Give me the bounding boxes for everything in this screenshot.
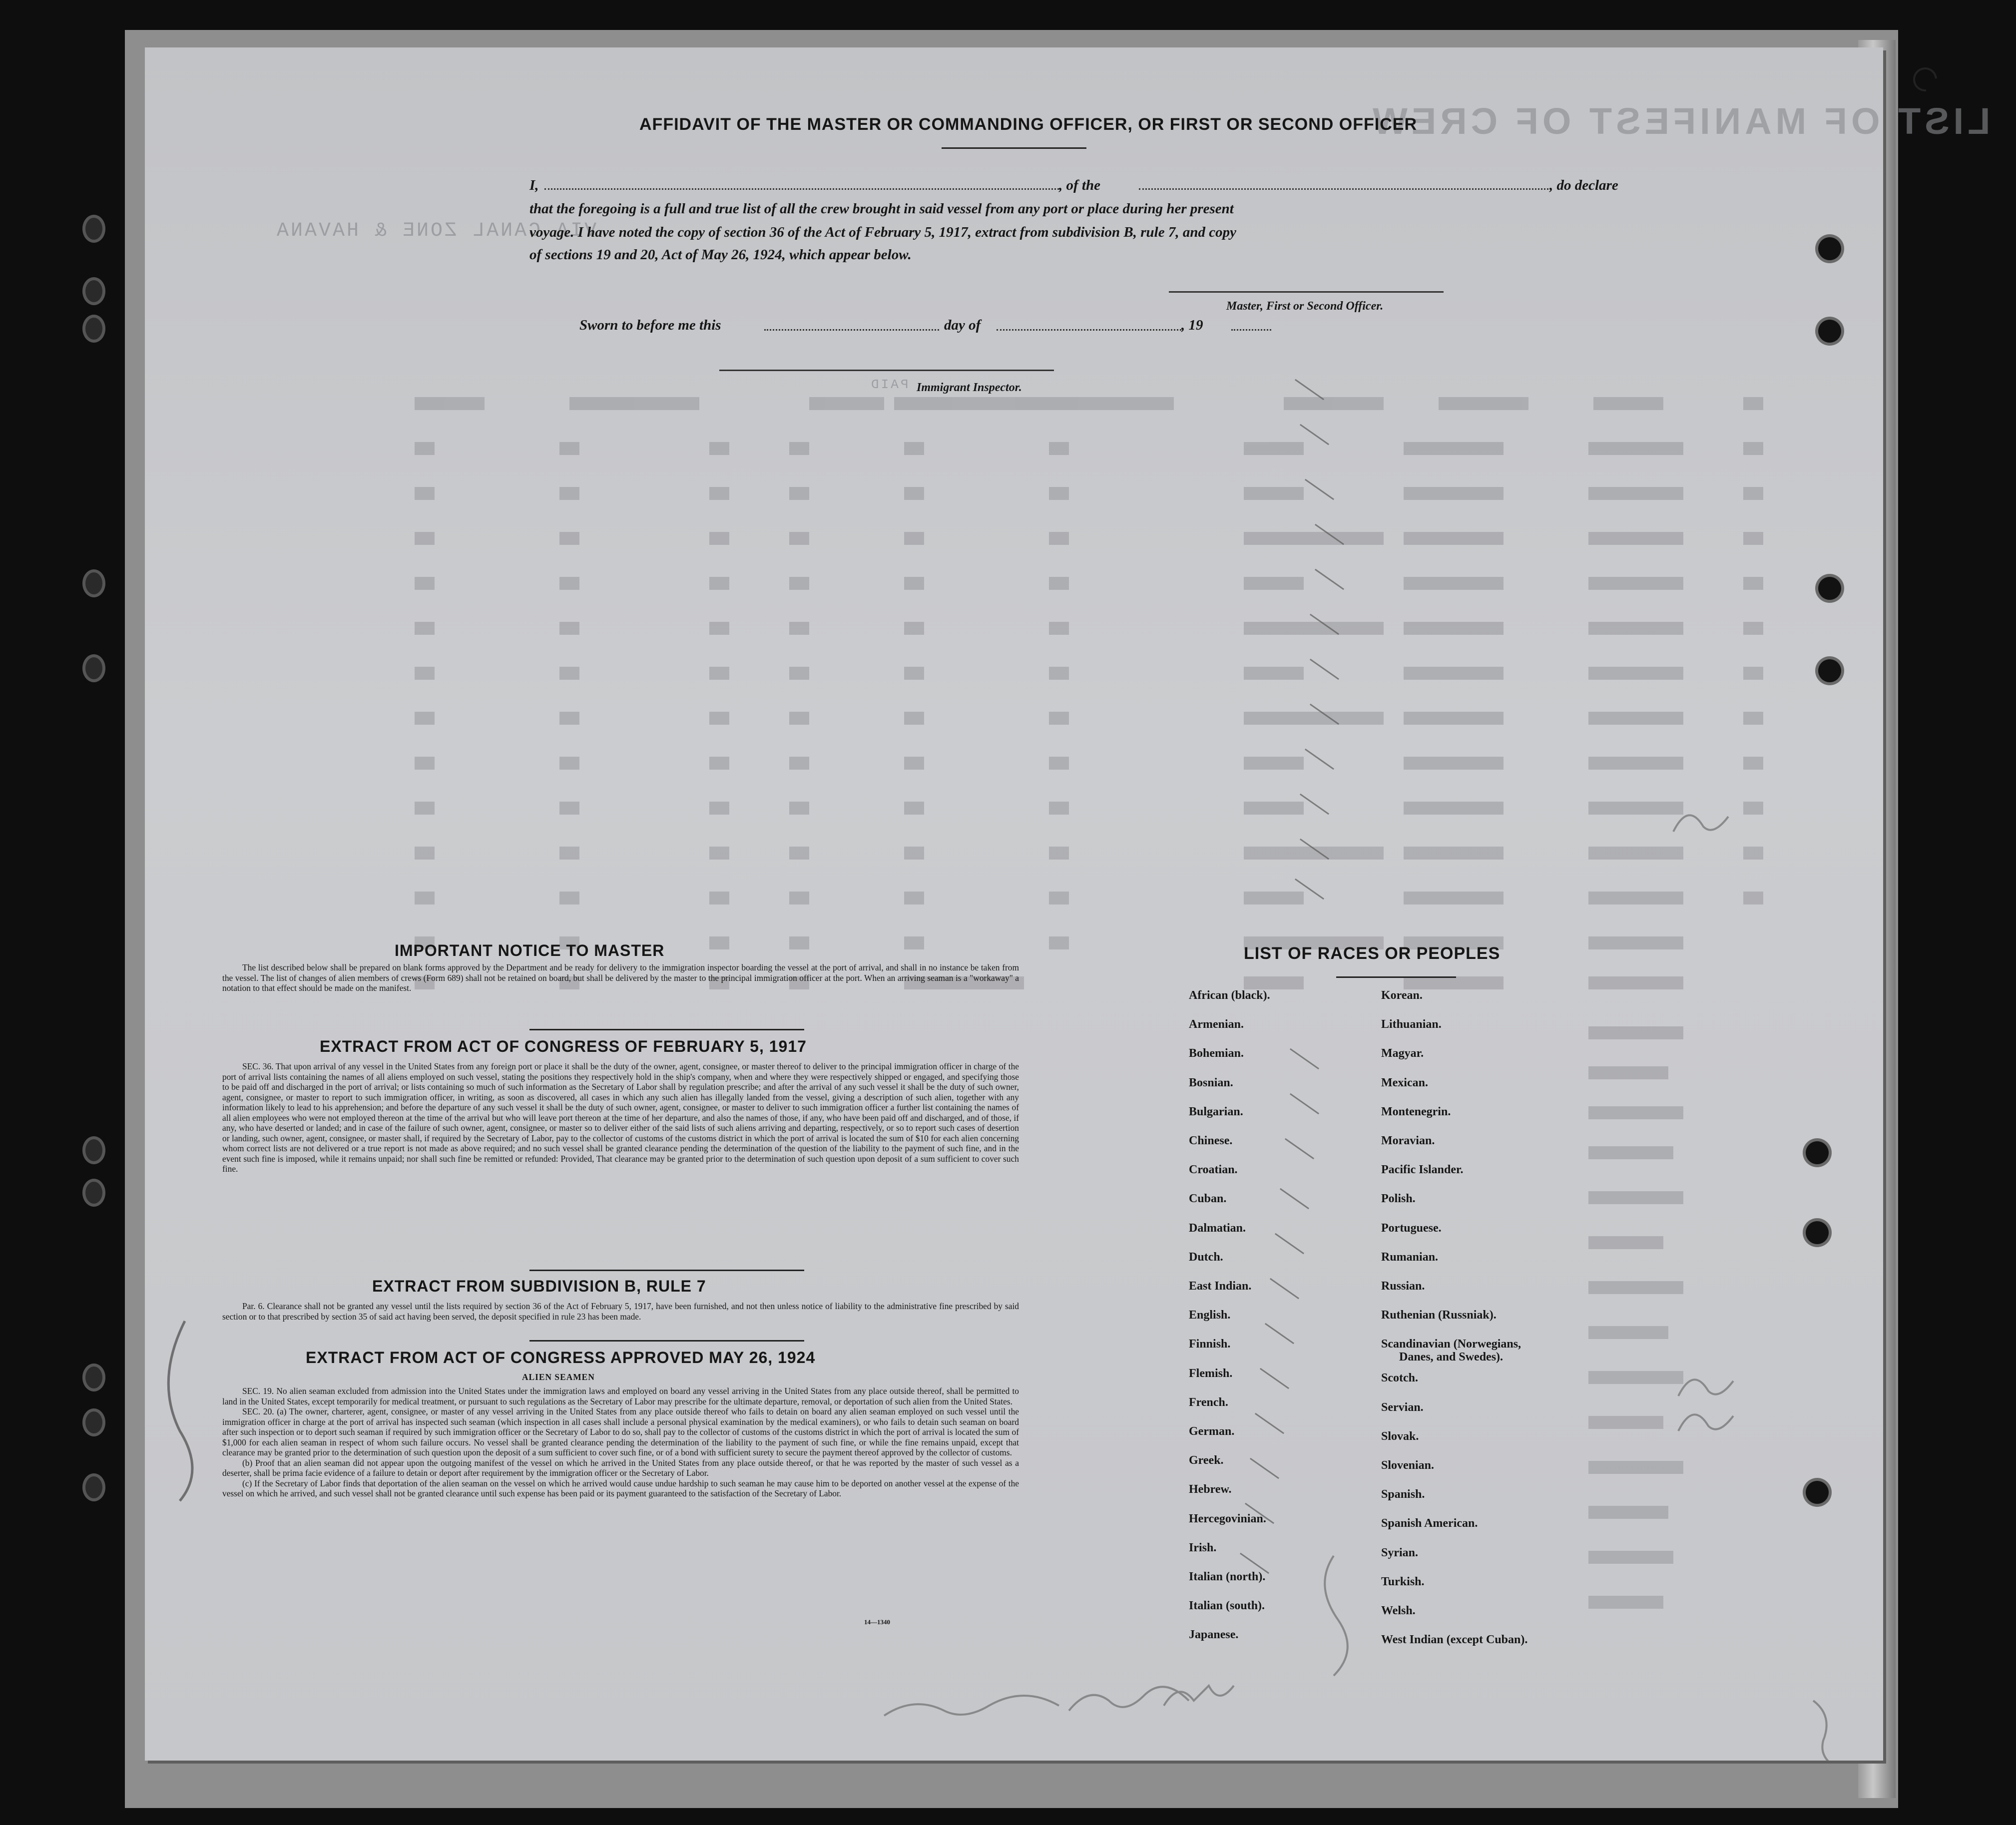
race-item: Russian. bbox=[1381, 1280, 1425, 1293]
handwritten-marks bbox=[145, 47, 1883, 1761]
extract-1924-title: EXTRACT FROM ACT OF CONGRESS APPROVED MAY 26, 1924 bbox=[306, 1349, 816, 1367]
race-item: Moravian. bbox=[1381, 1134, 1435, 1147]
sec-20b-text: (b) Proof that an alien seaman did not appear upon the outgoing manifest of the vessel on which he arrived in the United States from any place outside thereof, or that he was reported by the master of such vessel as a deserter, shall be prima facie evidence of a failure to detain or deport after requirement by the immigration officer or the Secretary of Labor. bbox=[222, 1457, 1019, 1478]
race-item: Greek. bbox=[1189, 1454, 1224, 1467]
extract-1924-subtitle: ALIEN SEAMEN bbox=[522, 1372, 595, 1382]
binder-hole bbox=[82, 1179, 105, 1207]
race-item: Korean. bbox=[1381, 989, 1423, 1002]
race-item: Pacific Islander. bbox=[1381, 1163, 1464, 1177]
race-item: German. bbox=[1189, 1425, 1235, 1438]
sworn-day-of-label: day of bbox=[944, 317, 981, 333]
binder-hole bbox=[1818, 659, 1841, 682]
race-item: Montenegrin. bbox=[1381, 1105, 1451, 1118]
race-item: Armenian. bbox=[1189, 1018, 1244, 1031]
race-item: Welsh. bbox=[1381, 1604, 1416, 1617]
race-item: Italian (south). bbox=[1189, 1599, 1265, 1613]
inspector-signature-label: Immigrant Inspector. bbox=[917, 381, 1022, 394]
race-item: Portuguese. bbox=[1381, 1221, 1442, 1235]
notice-title: IMPORTANT NOTICE TO MASTER bbox=[395, 941, 665, 959]
bleed-through-title: LIST OF MANIFEST OF CREW bbox=[1369, 100, 1991, 142]
race-item: Hercegovinian. bbox=[1189, 1512, 1266, 1525]
race-item: Spanish American. bbox=[1381, 1517, 1478, 1530]
race-item: Ruthenian (Russniak). bbox=[1381, 1309, 1497, 1322]
rule7-title: EXTRACT FROM SUBDIVISION B, RULE 7 bbox=[372, 1277, 706, 1295]
race-item: Bulgarian. bbox=[1189, 1105, 1243, 1118]
form-number: 14—1340 bbox=[864, 1618, 890, 1626]
binder-hole bbox=[82, 569, 105, 597]
race-item: West Indian (except Cuban). bbox=[1381, 1633, 1528, 1647]
race-item: Croatian. bbox=[1189, 1163, 1238, 1177]
affidavit-line1-c: , do declare bbox=[1549, 177, 1618, 193]
race-item: Dalmatian. bbox=[1189, 1221, 1246, 1235]
race-item: French. bbox=[1189, 1395, 1228, 1409]
binder-hole bbox=[82, 1136, 105, 1164]
binder-hole bbox=[82, 1408, 105, 1436]
bleed-through-paid: PAID bbox=[869, 377, 909, 392]
race-item: Slovenian. bbox=[1381, 1459, 1435, 1472]
race-item: Spanish. bbox=[1381, 1488, 1425, 1501]
notice-text: The list described below shall be prepared on blank forms approved by the Department and be ready for delivery to the immigration inspector boarding the vessel at the port of arrival, and shall in no instance be taken from the vessel. The list of changes of alien members of crews (Form 689) shall not be retained on board, but shall be delivered by the master to the principal immigration officer at the port. When an arriving seaman is a "workaway" a notation to that effect should be made on the manifest. bbox=[222, 962, 1019, 993]
race-item: Chinese. bbox=[1189, 1134, 1233, 1147]
page-number-mark bbox=[1908, 62, 1942, 96]
affidavit-title: AFFIDAVIT OF THE MASTER OR COMMANDING OFFICER, OR FIRST OR SECOND OFFICER bbox=[639, 115, 1417, 134]
manifest-page bbox=[145, 47, 1991, 1761]
bleed-through-route: VIA CANAL ZONE & HAVANA bbox=[275, 220, 597, 242]
sworn-year-label: , 19 bbox=[1181, 317, 1203, 333]
race-item: Bohemian. bbox=[1189, 1047, 1244, 1060]
race-item: Scandinavian (Norwegians, Danes, and Swedes). bbox=[1381, 1338, 1521, 1364]
binder-hole bbox=[82, 1364, 105, 1391]
race-item: Cuban. bbox=[1189, 1192, 1227, 1206]
race-item: English. bbox=[1189, 1309, 1231, 1322]
binder-hole bbox=[1806, 1141, 1829, 1164]
race-item: Magyar. bbox=[1381, 1047, 1424, 1060]
race-item: Lithuanian. bbox=[1381, 1018, 1442, 1031]
race-item: Japanese. bbox=[1189, 1628, 1239, 1642]
binder-hole bbox=[82, 215, 105, 243]
race-item: Polish. bbox=[1381, 1192, 1416, 1206]
race-item: Hebrew. bbox=[1189, 1483, 1232, 1496]
binder-hole bbox=[1806, 1481, 1829, 1504]
extract-1917-title: EXTRACT FROM ACT OF CONGRESS OF FEBRUARY 5, 1917 bbox=[320, 1037, 807, 1055]
race-item: Italian (north). bbox=[1189, 1570, 1266, 1583]
race-item: Finnish. bbox=[1189, 1338, 1231, 1351]
race-item: Irish. bbox=[1189, 1541, 1217, 1554]
master-signature-label: Master, First or Second Officer. bbox=[1226, 300, 1384, 313]
binder-hole bbox=[1818, 237, 1841, 260]
affidavit-line3: voyage. I have noted the copy of section 36 of the Act of February 5, 1917, extract from subdivision B, rule 7, and copy bbox=[529, 224, 1236, 240]
race-item: East Indian. bbox=[1189, 1280, 1252, 1293]
binder-hole bbox=[1818, 577, 1841, 600]
race-item: Dutch. bbox=[1189, 1250, 1223, 1264]
race-item: Rumanian. bbox=[1381, 1250, 1439, 1264]
binder-hole bbox=[1806, 1221, 1829, 1244]
extract-1917-text: SEC. 36. That upon arrival of any vessel in the United States from any foreign port or place it shall be the duty of the owner, agent, consignee, or master thereof to deliver to the principal immigration officer in charge of the port of arrival lists containing the names of all aliens employed on such vessel, stating the positions they respectively hold in the ship's company, when and where they were respectively shipped or engaged, and specifying those to be paid off and discharged in the port of arrival; or lists containing so much of such information as the Secretary of Labor shall by regulation prescribe; and after the arrival of any such vessel it shall be the duty of such owner, agent, consignee, or master to report to such immigration officer, in writing, as soon as discovered, all cases in which any such alien has illegally landed from the vessel, giving a description of such alien, together with any information likely to lead to his apprehension; and before the departure of any such vessel it shall be the duty of such owner, agent, consignee, or master to deliver to such immigration officer a further list containing the names of all alien employees who were not employed thereon at the time of the arrival but who will leave port thereon at the time of her departure, and also the names of those, if any, who have been paid off and discharged, and of those, if any, who have deserted or landed; and in case of the failure of such owner, agent, consignee, or master so to deliver either of the said lists of such aliens arriving and departing, respectively, or so to report such cases of desertion or landing, such owner, agent, consignee, or master shall, if required by the Secretary of Labor, pay to the collector of customs of the customs district in which the port of arrival is located the sum of $10 for each alien concerning whom correct lists are not delivered or a true report is not made as above required; and no such vessel shall be granted clearance pending the determination of the question of the liability to the payment of such fine, and in the event such fine is imposed, while it remains unpaid; nor shall such fine be remitted or refunded: Provided, That clearance may be granted prior to the determination of such question upon deposit of a sum sufficient to cover such fine. bbox=[222, 1061, 1019, 1174]
rule7-text: Par. 6. Clearance shall not be granted any vessel until the lists required by section 36 of the Act of February 5, 1917, have been furnished, and not then unless notice of liability to the administrative fine prescribed by said section or to that prescribed by section 35 of said act having been served, the deposit specified in rule 23 has been made. bbox=[222, 1301, 1019, 1322]
sworn-label: Sworn to before me this bbox=[579, 317, 721, 333]
affidavit-line2: that the foregoing is a full and true list of all the crew brought in said vessel from any port or place during her present bbox=[529, 201, 1234, 217]
affidavit-line1-a: I, bbox=[529, 177, 539, 193]
binder-hole bbox=[82, 1473, 105, 1501]
race-item: Turkish. bbox=[1381, 1575, 1425, 1588]
races-title: LIST OF RACES OR PEOPLES bbox=[1244, 944, 1501, 963]
sec-20c-text: (c) If the Secretary of Labor finds that deportation of the alien seaman on the vessel on which he arrived would cause undue hardship to such seaman he may cause him to be deported on another vessel at the expense of the vessel on which he arrived, and such vessel shall not be granted clearance until such expense has been paid or its payment guaranteed to the satisfaction of the Secretary of Labor. bbox=[222, 1478, 1019, 1498]
binder-hole bbox=[1818, 320, 1841, 343]
binder-hole bbox=[82, 315, 105, 343]
binder-hole bbox=[82, 654, 105, 682]
sec-20a-text: SEC. 20. (a) The owner, charterer, agent, consignee, or master of any vessel arriving in the United States from any place outside thereof who fails to detain on board any alien seaman employed on such vessel until the immigration officer in charge at the port of arrival has inspected such seaman (which inspection in all cases shall include a personal physical examination by the medical examiners), or who fails to detain such seaman on board after such inspection or to deport such seaman if required by such immigration officer or the Secretary of Labor to do so, shall pay to the collector of customs of the customs district in which the port of arrival is located the sum of $1,000 for each alien seaman in respect of whom such failure occurs. No vessel shall be granted clearance pending the determination of the liability to the payment of such fine, or while the fine remains unpaid, except that clearance may be granted prior to the determination of such question upon the deposit of a sum sufficient to cover such fine, or of a bond with sufficient surety to secure the payment thereof approved by the collector of customs. bbox=[222, 1406, 1019, 1457]
affidavit-line1-b: , of the bbox=[1059, 177, 1100, 193]
race-item: Scotch. bbox=[1381, 1371, 1418, 1385]
race-item: Flemish. bbox=[1189, 1367, 1233, 1380]
race-item: Servian. bbox=[1381, 1400, 1424, 1414]
race-item: Slovak. bbox=[1381, 1429, 1419, 1443]
race-item: Syrian. bbox=[1381, 1546, 1419, 1559]
race-item: Bosnian. bbox=[1189, 1076, 1233, 1089]
race-item: African (black). bbox=[1189, 989, 1270, 1002]
binder-hole bbox=[82, 277, 105, 305]
sec-19-text: SEC. 19. No alien seaman excluded from admission into the United States under the immigration laws and employed on board any vessel arriving in the United States from any place outside thereof, shall be permitted to land in the United States, except temporarily for medical treatment, or pursuant to such regulations as the Secretary of Labor may prescribe for the ultimate departure, removal, or deportation of such alien from the United States. bbox=[222, 1386, 1019, 1406]
affidavit-line4: of sections 19 and 20, Act of May 26, 1924, which appear below. bbox=[529, 247, 912, 263]
race-item: Mexican. bbox=[1381, 1076, 1428, 1089]
